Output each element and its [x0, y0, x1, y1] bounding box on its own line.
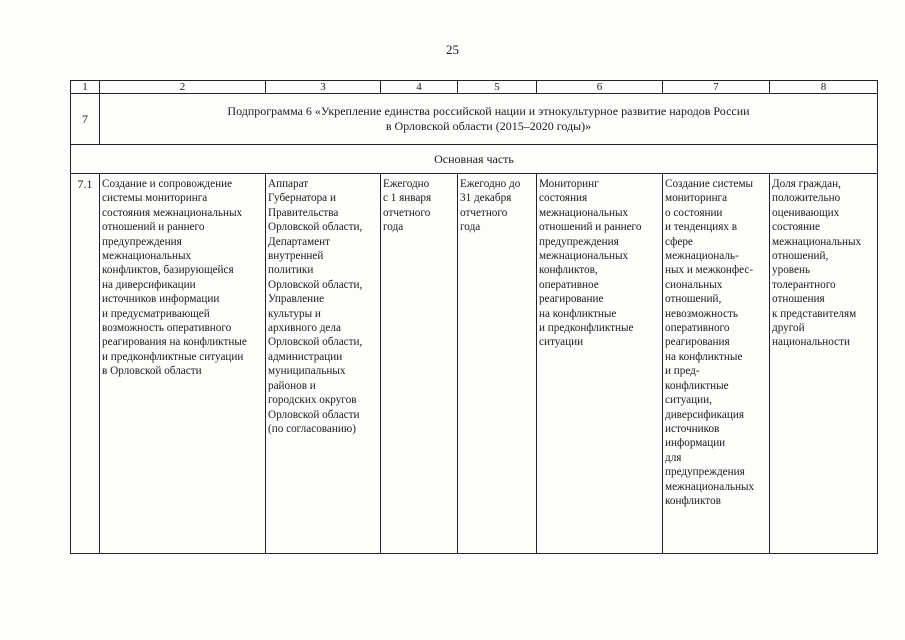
cell-line: и предусматривающей: [102, 307, 210, 320]
column-number: 7: [663, 81, 770, 94]
cell-line: на конфликтные: [539, 307, 617, 320]
cell-line: национальности: [772, 336, 850, 349]
cell-line: Ежегодно: [383, 178, 430, 190]
cell-line: в Орловской области: [102, 365, 202, 378]
column-number: 1: [71, 81, 100, 94]
cell-line: системы мониторинга: [102, 192, 208, 205]
subprogram-number: 7: [71, 94, 100, 145]
cell-line: реагирование: [539, 293, 604, 306]
cell-line: Орловской области,: [268, 336, 363, 349]
cell-line: конфликтов,: [539, 264, 598, 277]
cell-line: уровень: [772, 264, 811, 277]
cell-line: Правительства: [268, 206, 339, 219]
indicator-cell: [770, 174, 878, 554]
cell-line: предупреждения: [102, 235, 182, 248]
cell-line: Создание системы: [665, 178, 754, 190]
cell-line: Департамент: [268, 235, 331, 248]
cell-line: Доля граждан,: [772, 178, 841, 190]
cell-line: ных и межконфес-: [665, 264, 754, 277]
end-date-cell: [458, 174, 537, 554]
cell-line: межнациональных: [665, 480, 755, 493]
cell-line: межнациональных: [539, 206, 629, 219]
cell-line: конфликтные: [665, 379, 729, 392]
cell-line: состояние: [772, 221, 821, 234]
cell-line: реагирования на конфликтные: [102, 336, 247, 349]
cell-line: конфликтов, базирующейся: [102, 264, 234, 277]
cell-line: Орловской области,: [268, 278, 363, 291]
section-label: Основная часть: [71, 145, 878, 174]
column-number: 3: [266, 81, 381, 94]
cell-line: реагирования: [665, 336, 730, 349]
column-number: 2: [100, 81, 266, 94]
cell-line: диверсификация: [665, 408, 744, 421]
cell-line: 31 декабря: [460, 192, 512, 205]
cell-line: и предконфликтные: [539, 322, 634, 335]
cell-line: администрации: [268, 350, 343, 363]
cell-line: отчетного: [460, 206, 508, 219]
cell-line: другой: [772, 322, 805, 335]
cell-line: политики: [268, 264, 314, 277]
column-number: 4: [381, 81, 458, 94]
table-row: [71, 174, 878, 554]
column-number: 5: [458, 81, 537, 94]
cell-line: отношения: [772, 293, 825, 306]
cell-line: Управление: [268, 293, 325, 306]
cell-line: с 1 января: [383, 192, 432, 205]
cell-line: предупреждения: [539, 235, 619, 248]
cell-line: на диверсификации: [102, 278, 196, 291]
responsible-executors-cell: [266, 174, 381, 554]
cell-line: Мониторинг: [539, 178, 599, 190]
cell-line: отчетного: [383, 206, 431, 219]
cell-line: толерантного: [772, 278, 836, 291]
cell-line: и тенденциях в: [665, 221, 738, 234]
cell-line: источников информации: [102, 293, 220, 306]
cell-line: отношений и раннего: [539, 221, 642, 234]
cell-line: межнациональных: [772, 235, 862, 248]
program-table: [70, 80, 878, 554]
cell-line: Губернатора и: [268, 192, 336, 205]
cell-line: Ежегодно до: [460, 178, 521, 190]
cell-line: и пред-: [665, 365, 700, 378]
cell-line: Орловской области: [268, 408, 360, 421]
cell-line: городских округов: [268, 394, 357, 407]
cell-line: сфере: [665, 235, 693, 248]
cell-line: и предконфликтные ситуации: [102, 350, 244, 363]
cell-line: оценивающих: [772, 206, 840, 219]
cell-line: внутренней: [268, 250, 324, 263]
column-number-row: [71, 81, 878, 94]
subprogram-title: [100, 94, 878, 145]
cell-line: архивного дела: [268, 322, 341, 335]
cell-line: ситуации: [539, 336, 584, 349]
cell-line: оперативного: [665, 322, 730, 335]
cell-line: мониторинга: [665, 192, 728, 205]
cell-line: межнациональных: [102, 250, 192, 263]
page-number: 25: [446, 42, 459, 57]
expected-result-cell: [537, 174, 663, 554]
cell-line: на конфликтные: [665, 350, 743, 363]
column-number: 8: [770, 81, 878, 94]
section-row: [71, 145, 878, 174]
cell-line: для: [665, 451, 682, 464]
consequences-cell: [663, 174, 770, 554]
cell-line: (по согласованию): [268, 422, 356, 435]
cell-line: возможность оперативного: [102, 322, 232, 335]
cell-line: года: [460, 221, 481, 234]
cell-line: Орловской области,: [268, 221, 363, 234]
cell-line: года: [383, 221, 404, 234]
start-date-cell: [381, 174, 458, 554]
cell-line: Создание и сопровождение: [102, 178, 233, 190]
cell-line: культуры и: [268, 307, 321, 320]
cell-line: отношений,: [665, 293, 722, 306]
cell-line: состояния: [539, 192, 588, 205]
cell-line: межнациональных: [539, 250, 629, 263]
cell-line: источников: [665, 422, 720, 435]
column-number: 6: [537, 81, 663, 94]
cell-line: невозможность: [665, 307, 738, 320]
cell-line: муниципальных: [268, 365, 346, 378]
subprogram-title-line: Подпрограмма 6 «Укрепление единства российской нации и этнокультурное развитие народов России: [227, 104, 750, 118]
cell-line: ситуации,: [665, 394, 712, 407]
cell-line: районов и: [268, 379, 316, 392]
measure-description-cell: [100, 174, 266, 554]
cell-line: положительно: [772, 192, 841, 205]
cell-line: отношений,: [772, 250, 829, 263]
cell-line: предупреждения: [665, 466, 745, 479]
cell-line: информации: [665, 437, 726, 450]
cell-line: конфликтов: [665, 494, 721, 507]
subprogram-title-line: в Орловской области (2015–2020 годы)»: [385, 119, 592, 133]
cell-line: межнациональ-: [665, 250, 739, 263]
cell-line: к представителям: [772, 307, 857, 320]
cell-line: Аппарат: [268, 178, 309, 190]
cell-line: состояния межнациональных: [102, 206, 243, 219]
cell-line: сиональных: [665, 278, 723, 291]
row-number: 7.1: [71, 174, 100, 554]
cell-line: о состоянии: [665, 206, 723, 219]
cell-line: отношений и раннего: [102, 221, 205, 234]
subprogram-row: [71, 94, 878, 145]
cell-line: оперативное: [539, 278, 599, 291]
